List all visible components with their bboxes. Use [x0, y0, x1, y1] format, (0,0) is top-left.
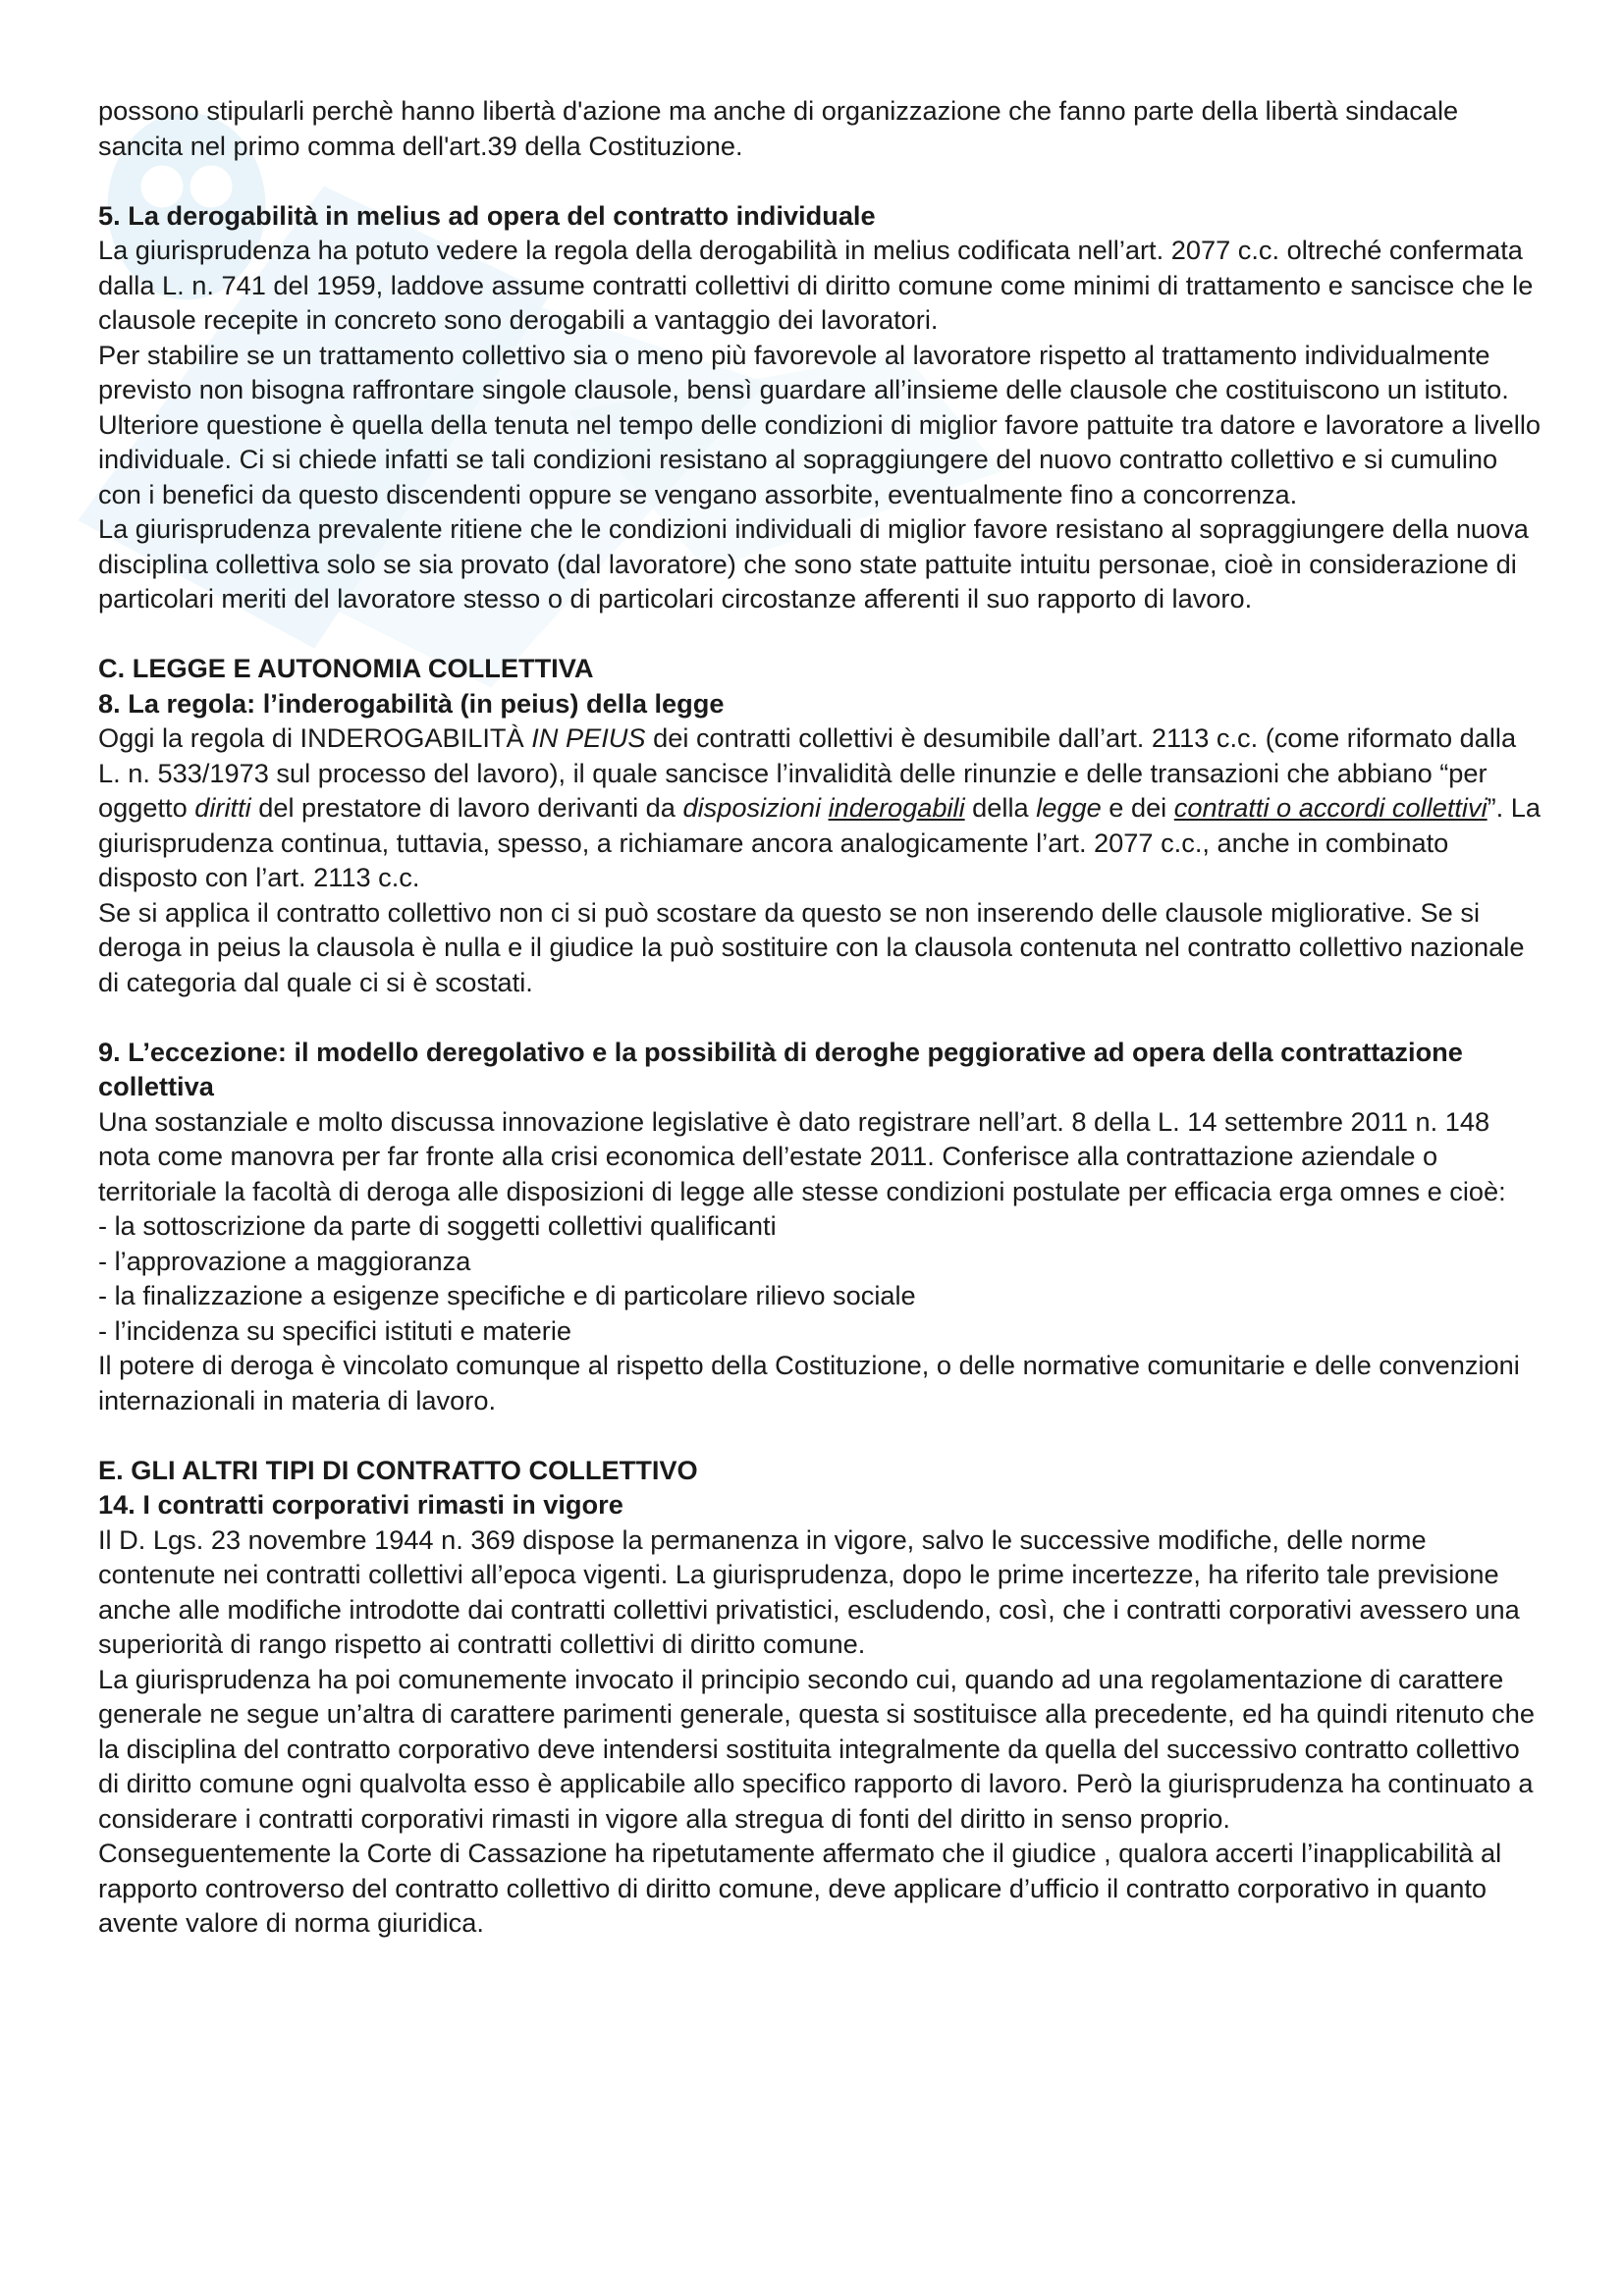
list-item: - l’approvazione a maggioranza [98, 1245, 471, 1276]
paragraph: Oggi la regola di INDEROGABILITÀ IN PEIUS dei contratti collettivi è desumibile dall’art. 2113 c.c. (come riformato dalla L. n. 533/1973 sul processo del lavoro), il quale sancisce l’invalidità delle rinunzie e delle transazioni che abbiano “per oggetto diritti del prestatore di lavoro derivanti da disposizioni inderogabili della legge e dei contratti o accordi collettivi”. La giurisprudenza continua, tuttavia, spesso, a richiamare ancora analogicamente l’art. 2077 c.c., anche in combinato disposto con l’art. 2113 c.c. [98, 722, 1542, 892]
paragraph: possono stipularli perchè hanno libertà d'azione ma anche di organizzazione che fanno parte della libertà sindacale sancita nel primo comma dell'art.39 della Costituzione. [98, 95, 1459, 161]
paragraph: Conseguentemente la Corte di Cassazione ha ripetutamente affermato che il giudice , qualora accerti l’inapplicabilità al rapporto controverso del contratto collettivo di diritto comune, deve applicare d’ufficio il contratto corporativo in quanto avente valore di norma giuridica. [98, 1838, 1502, 1938]
list-item: - l’incidenza su specifici istituti e materie [98, 1314, 572, 1346]
paragraph: La giurisprudenza ha poi comunemente invocato il principio secondo cui, quando ad una regolamentazione di carattere generale ne segue un’altra di carattere parimenti generale, questa si sostituisce alla precedente, ed ha quindi ritenuto che la disciplina del contratto corporativo deve intendersi sostituita integralmente da quella del successivo contratto collettivo di diritto comune ogni qualvolta esso è applicabile allo specifico rapporto di lavoro. Però la giurisprudenza ha continuato a considerare i contratti corporativi rimasti in vigore alla stregua di fonti del diritto in senso proprio. [98, 1663, 1536, 1834]
chapter-heading-c: C. LEGGE E AUTONOMIA COLLETTIVA [98, 653, 594, 683]
list-item: - la sottoscrizione da parte di soggetti collettivi qualificanti [98, 1210, 777, 1241]
paragraph: Una sostanziale e molto discussa innovazione legislative è dato registrare nell’art. 8 della L. 14 settembre 2011 n. 148 nota come manovra per far fronte alla crisi economica dell’estate 2011. Conferisce alla contrattazione aziendale o territoriale la facoltà di deroga alle disposizioni di legge alle stesse condizioni postulate per efficacia erga omnes e cioè: [98, 1105, 1506, 1206]
paragraph: Per stabilire se un trattamento collettivo sia o meno più favorevole al lavoratore rispetto al trattamento individualmente previsto non bisogna raffrontare singole clausole, bensì guardare all’insieme delle clausole che costituiscono un istituto. [98, 339, 1509, 404]
list-item: - la finalizzazione a esigenze specifiche e di particolare rilievo sociale [98, 1280, 916, 1310]
section-heading-8: 8. La regola: l’inderogabilità (in peius) della legge [98, 687, 725, 719]
section-heading-5: 5. La derogabilità in melius ad opera del contratto individuale [98, 199, 876, 231]
section-heading-14: 14. I contratti corporativi rimasti in vigore [98, 1489, 623, 1520]
paragraph: Ulteriore questione è quella della tenuta nel tempo delle condizioni di miglior favore pattuite tra datore e lavoratore a livello individuale. Ci si chiede infatti se tali condizioni resistano al sopraggiungere del nuovo contratto collettivo e si cumulino con i benefici da questo discendenti oppure se vengano assorbite, eventualmente fino a concorrenza. [98, 408, 1541, 509]
section-heading-9: 9. L’eccezione: il modello deregolativo e la possibilità di deroghe peggiorative ad opera della contrattazione collettiva [98, 1036, 1463, 1101]
paragraph: La giurisprudenza prevalente ritiene che le condizioni individuali di miglior favore resistano al sopraggiungere della nuova disciplina collettiva solo se sia provato (dal lavoratore) che sono state pattuite intuitu personae, cioè in considerazione di particolari meriti del lavoratore stesso o di particolari circostanze afferenti il suo rapporto di lavoro. [98, 513, 1529, 614]
paragraph: La giurisprudenza ha potuto vedere la regola della derogabilità in melius codificata nell’art. 2077 c.c. oltreché confermata dalla L. n. 741 del 1959, laddove assume contratti collettivi di diritto comune come minimi di trattamento e sancisce che le clausole recepite in concreto sono derogabili a vantaggio dei lavoratori. [98, 235, 1534, 335]
chapter-heading-e: E. GLI ALTRI TIPI DI CONTRATTO COLLETTIVO [98, 1454, 698, 1485]
paragraph: Il potere di deroga è vincolato comunque al rispetto della Costituzione, o delle normative comunitarie e delle convenzioni internazionali in materia di lavoro. [98, 1350, 1520, 1415]
document-body [98, 93, 1542, 1941]
paragraph: Se si applica il contratto collettivo non ci si può scostare da questo se non inserendo delle clausole migliorative. Se si deroga in peius la clausola è nulla e il giudice la può sostituire con la clausola contenuta nel contratto collettivo nazionale di categoria dal quale ci si è scostati. [98, 896, 1525, 997]
paragraph: Il D. Lgs. 23 novembre 1944 n. 369 dispose la permanenza in vigore, salvo le successive modifiche, delle norme contenute nei contratti collettivi all’epoca vigenti. La giurisprudenza, dopo le prime incertezze, ha riferito tale previsione anche alle modifiche introdotte dai contratti collettivi privatistici, escludendo, così, che i contratti corporativi avessero una superiorità di rango rispetto ai contratti collettivi di diritto comune. [98, 1523, 1520, 1659]
